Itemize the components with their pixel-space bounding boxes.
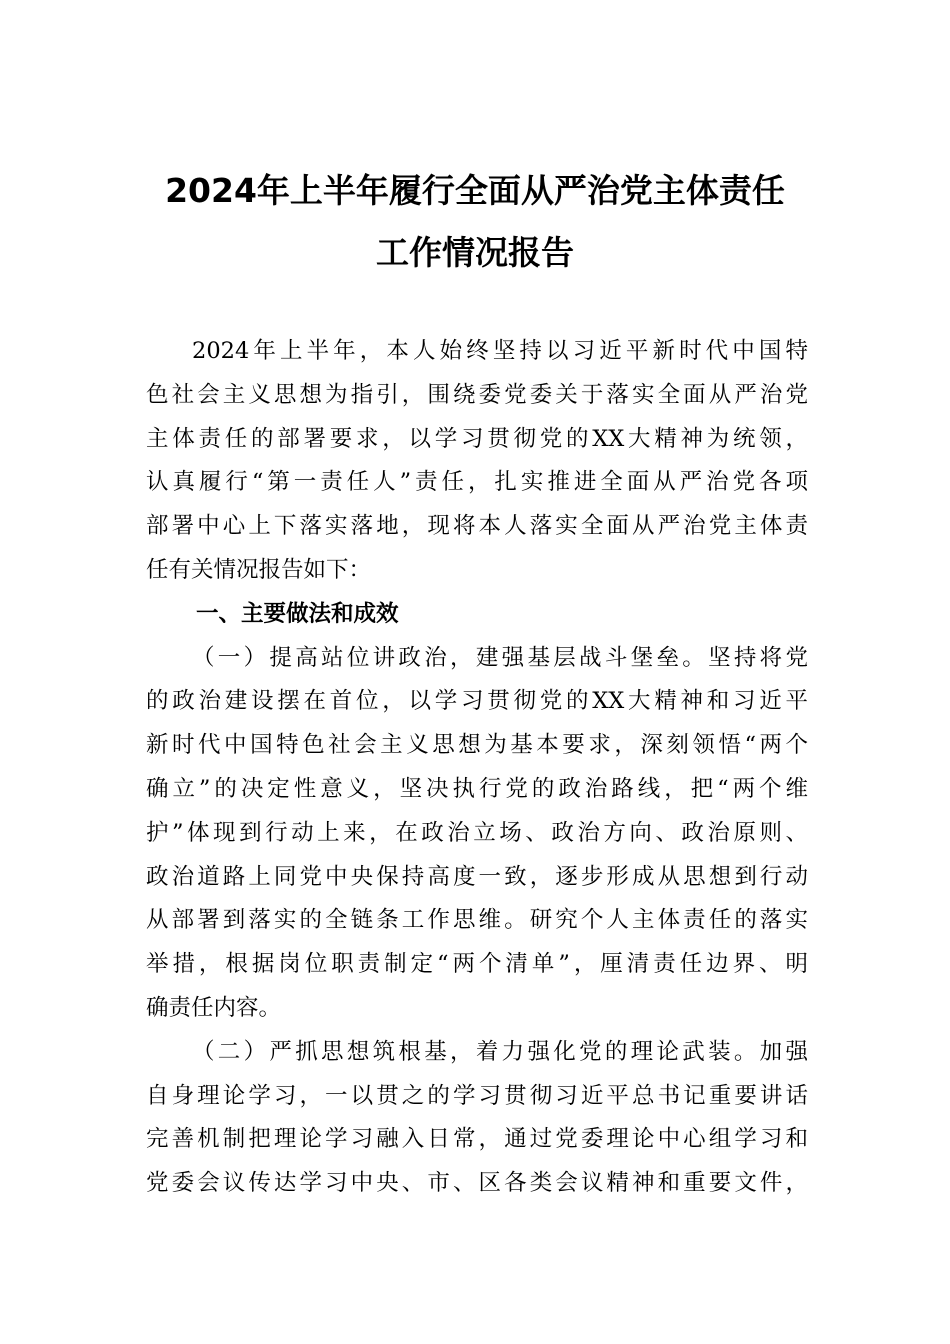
item2-line-1: （二）严抓思想筑根基，着力强化党的理论武装。加强 [192, 1038, 808, 1065]
item2-line-3: 完善机制把理论学习融入日常，通过党委理论中心组学习和 [146, 1126, 808, 1153]
document-body [146, 330, 808, 1206]
item1-line-2: 的政治建设摆在首位，以学习贯彻党的XX大精神和习近平 [146, 688, 808, 715]
item1-line-7: 从部署到落实的全链条工作思维。研究个人主体责任的落实 [146, 907, 808, 934]
intro-line-4: 认真履行“第一责任人”责任，扎实推进全面从严治党各项 [146, 469, 808, 496]
intro-line-2: 色社会主义思想为指引，围绕委党委关于落实全面从严治党 [146, 381, 808, 408]
intro-line-5: 部署中心上下落实落地，现将本人落实全面从严治党主体责 [146, 513, 808, 540]
intro-line-1: 2024年上半年，本人始终坚持以习近平新时代中国特 [192, 338, 808, 364]
item1-line-5: 护”体现到行动上来，在政治立场、政治方向、政治原则、 [146, 819, 808, 846]
item1-line-4: 确立”的决定性意义，坚决执行党的政治路线，把“两个维 [146, 775, 808, 802]
intro-line-6: 任有关情况报告如下： [146, 556, 372, 583]
item2-line-4: 党委会议传达学习中央、市、区各类会议精神和重要文件， [146, 1170, 808, 1197]
section-heading-1: 一、主要做法和成效 [196, 600, 399, 627]
item1-line-8: 举措，根据岗位职责制定“两个清单”，厘清责任边界、明 [146, 951, 808, 978]
item1-line-6: 政治道路上同党中央保持高度一致，逐步形成从思想到行动 [146, 863, 808, 890]
item1-line-1: （一）提高站位讲政治，建强基层战斗堡垒。坚持将党 [192, 644, 808, 671]
document-title-line-2: 工作情况报告 [376, 233, 574, 272]
item2-line-2: 自身理论学习，一以贯之的学习贯彻习近平总书记重要讲话 [146, 1082, 808, 1109]
item1-line-9: 确责任内容。 [146, 994, 282, 1021]
item1-line-3: 新时代中国特色社会主义思想为基本要求，深刻领悟“两个 [146, 732, 808, 759]
intro-line-3: 主体责任的部署要求，以学习贯彻党的XX大精神为统领， [146, 425, 808, 452]
document-title-line-1: 2024年上半年履行全面从严治党主体责任 [165, 171, 785, 210]
